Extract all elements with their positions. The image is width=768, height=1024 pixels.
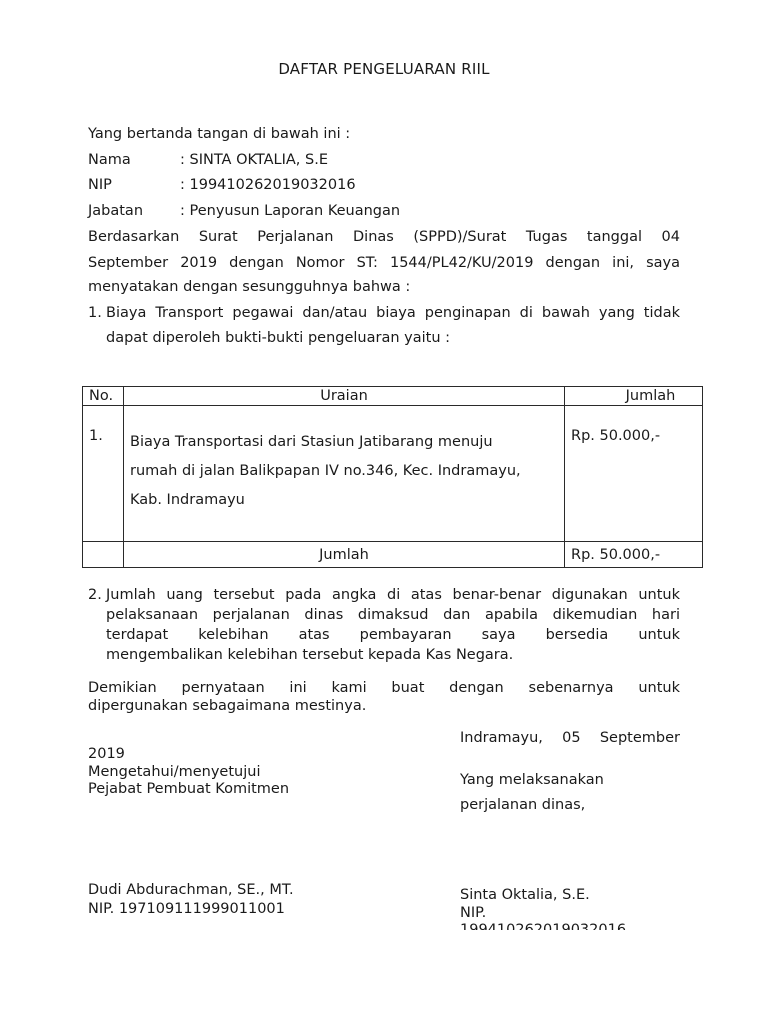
total-no-cell	[83, 542, 124, 568]
item2-number: 2.	[88, 587, 102, 603]
closing-line1: Demikian pernyataan ini kami buat dengan sebenarnya untuk	[88, 680, 680, 696]
paragraph1-line2: September 2019 dengan Nomor ST: 1544/PL42/KU/2019 dengan ini, saya	[88, 255, 680, 271]
header-no: No.	[83, 387, 124, 406]
field-value-nama: : SINTA OKTALIA, S.E	[180, 152, 328, 168]
paragraph1-line3: menyatakan dengan sesungguhnya bahwa :	[88, 279, 411, 295]
item1-number: 1.	[88, 305, 102, 321]
field-value-nip: : 199410262019032016	[180, 177, 356, 193]
item1-line1: Biaya Transport pegawai dan/atau biaya penginapan di bawah yang tidak	[106, 305, 680, 321]
left-sign-line2: Pejabat Pembuat Komitmen	[88, 781, 290, 797]
table-row	[83, 406, 703, 542]
paragraph1-line1: Berdasarkan Surat Perjalanan Dinas (SPPD)/Surat Tugas tanggal 04	[88, 229, 680, 245]
field-label-jabatan: Jabatan	[88, 203, 144, 219]
row-uraian-line3: Kab. Indramayu	[130, 492, 245, 508]
document-title: DAFTAR PENGELUARAN RIIL	[278, 60, 490, 78]
total-value: Rp. 50.000,-	[565, 542, 703, 568]
right-sign-line1: Yang melaksanakan	[460, 772, 604, 788]
right-sign-nip-label: NIP.	[460, 905, 487, 921]
page-cutoff	[0, 930, 768, 1024]
table-total-row	[83, 542, 703, 568]
total-label: Jumlah	[124, 542, 565, 568]
row-jumlah: Rp. 50.000,-	[565, 406, 703, 542]
row-uraian-line1: Biaya Transportasi dari Stasiun Jatibarang menuju	[130, 434, 493, 450]
field-label-nip: NIP	[88, 177, 112, 193]
intro-text: Yang bertanda tangan di bawah ini :	[88, 126, 351, 142]
expense-table	[82, 386, 703, 568]
item1-line2: dapat diperoleh bukti-bukti pengeluaran yaitu :	[106, 330, 450, 346]
field-value-jabatan: : Penyusun Laporan Keuangan	[180, 203, 401, 219]
right-sign-name: Sinta Oktalia, S.E.	[460, 887, 590, 903]
item2-line3: terdapat kelebihan atas pembayaran saya bersedia untuk	[106, 627, 680, 643]
row-no: 1.	[83, 406, 124, 542]
row-uraian	[124, 406, 565, 542]
item2-line4: mengembalikan kelebihan tersebut kepada Kas Negara.	[106, 647, 514, 663]
date-year: 2019	[88, 746, 125, 762]
item2-line2: pelaksanaan perjalanan dinas dimaksud dan apabila dikemudian hari	[106, 607, 680, 623]
field-label-nama: Nama	[88, 152, 131, 168]
header-uraian: Uraian	[124, 387, 565, 406]
left-sign-name: Dudi Abdurachman, SE., MT.	[88, 882, 294, 898]
table-header-row	[83, 387, 703, 406]
closing-line2: dipergunakan sebagaimana mestinya.	[88, 698, 367, 714]
row-uraian-line2: rumah di jalan Balikpapan IV no.346, Kec. Indramayu,	[130, 463, 521, 479]
left-sign-line1: Mengetahui/menyetujui	[88, 764, 261, 780]
header-jumlah: Jumlah	[565, 387, 703, 406]
right-sign-line2: perjalanan dinas,	[460, 797, 586, 813]
item2-line1: Jumlah uang tersebut pada angka di atas benar-benar digunakan untuk	[106, 587, 680, 603]
place-date: Indramayu, 05 September	[460, 730, 680, 746]
left-sign-nip: NIP. 197109111999011001	[88, 901, 285, 917]
